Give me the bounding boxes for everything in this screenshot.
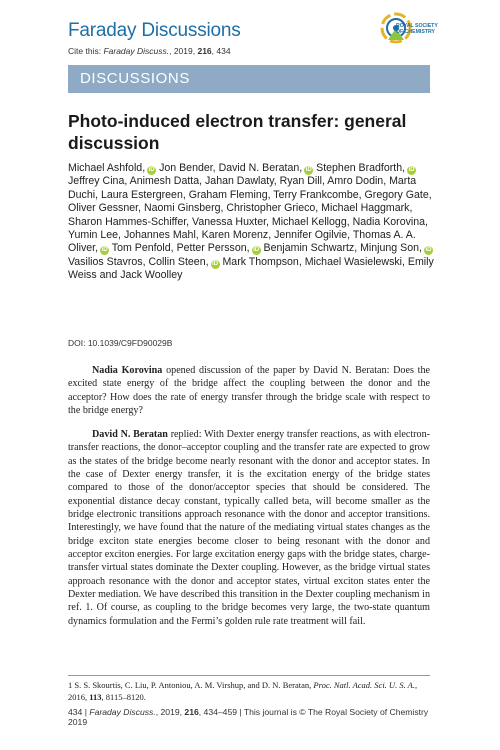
reference-divider bbox=[68, 675, 430, 676]
authors-part: Tom Penfold, Petter Persson, bbox=[111, 242, 250, 255]
journal-name: Faraday Discussions bbox=[68, 20, 241, 41]
footer-separator: | bbox=[237, 707, 244, 717]
footer-volume: 216 bbox=[184, 707, 199, 717]
orcid-icon[interactable]: iD bbox=[253, 247, 260, 254]
cite-label: Cite this: bbox=[68, 46, 104, 56]
discussion-paragraph bbox=[68, 364, 430, 417]
citation-line bbox=[68, 46, 231, 56]
paragraph-text: opened discussion of the paper by David N. Beratan: Does the excited state energy of the bridge affect the coupling between the donor and the acceptor? How does the rate of energy transfer through the bridge scale with respect to the bridge energy? bbox=[68, 365, 430, 417]
footer-year: , 2019, bbox=[155, 707, 185, 717]
orcid-icon[interactable]: iD bbox=[212, 260, 219, 267]
paragraph-text: replied: With Dexter energy transfer reactions, as with electron-transfer reactions, the donor–acceptor coupling and the transfer rate are expected to grow as the states of the bridge become nearly resonant with the donor and acceptor states. In the case of Dexter energy transfer, it is the excitation energy of the bridge states compared to those of the donor/acceptor species that should be considered. The exponential distance decay constant, typically called beta, will become smaller as the bridge electronic transitions approach resonance with the donor and acceptor transitions. Interestingly, we have found that the nature of the mediating virtual states changes as the bridge exciton state energies become closer to being resonant with the donor and acceptor exciton energies. For large excitation energy gaps with the bridge states, charge-transfer virtual states dominate the Dexter coupling. However, as the bridge virtual states approach resonance with the donor and acceptor states, virtual exciton states enter the Dexter mediation. We have described this transition in the Dexter coupling mechanism in ref. 1. Of course, as coupling to the bridge becomes very large, the two-state quantum dynamics formulation and the Fermi’s golden rule rate treatment will fail. bbox=[68, 429, 430, 627]
reference-pages: , 8115–8120. bbox=[101, 691, 146, 702]
orcid-icon[interactable]: iD bbox=[408, 167, 415, 173]
speaker-name: David N. Beratan bbox=[92, 429, 168, 440]
footer-pages: , 434–459 bbox=[198, 707, 237, 717]
orcid-icon[interactable]: iD bbox=[101, 247, 108, 254]
article-title: Photo-induced electron transfer: general discussion bbox=[68, 111, 407, 153]
section-banner bbox=[68, 65, 430, 93]
cite-year: , 2019, bbox=[169, 46, 198, 56]
footer-journal: Faraday Discuss. bbox=[89, 707, 156, 717]
authors-part: Stephen Bradforth, bbox=[316, 162, 406, 174]
doi-link[interactable]: DOI: 10.1039/C9FD90029B bbox=[68, 338, 173, 348]
discussion-paragraph bbox=[68, 428, 430, 628]
logo-text-line1: ROYAL SOCIETY bbox=[396, 23, 438, 29]
author-list bbox=[68, 162, 440, 283]
cite-journal: Faraday Discuss. bbox=[103, 46, 170, 56]
page-number: 434 bbox=[68, 707, 83, 717]
logo-text-line2: OF CHEMISTRY bbox=[396, 29, 436, 35]
orcid-icon[interactable]: iD bbox=[148, 167, 155, 173]
reference-item bbox=[68, 680, 430, 703]
orcid-icon[interactable]: iD bbox=[425, 247, 432, 254]
reference-journal[interactable]: Proc. Natl. Acad. Sci. U. S. A. bbox=[313, 680, 415, 690]
authors-part: Mark Thompson, Michael Wasielewski, Emily Weiss and Jack Woolley bbox=[68, 255, 434, 282]
authors-part: Jon Bender, David N. Beratan, bbox=[156, 162, 303, 174]
rsc-logo-text bbox=[396, 23, 438, 35]
reference-volume: 113 bbox=[89, 691, 102, 702]
speaker-name: Nadia Korovina bbox=[92, 365, 163, 376]
reference-number: 1 bbox=[68, 680, 73, 690]
reference-year: , 2016, bbox=[68, 680, 418, 702]
authors-part: Michael Ashfold, bbox=[68, 162, 146, 174]
reference-authors: S. S. Skourtis, C. Liu, P. Antoniou, A. M. Virshup, and D. N. Beratan, bbox=[72, 680, 314, 690]
authors-part: Jeffrey Cina, Animesh Datta, Jahan Dawlaty, Ryan Dill, Amro Dodin, Marta Duchi, Laura Estergreen, Graham Fleming, Terry Frankcombe, Gregory Gate, Oliver Gessner, Naomi Ginsberg, Christopher Grieco, Michael Haggmark, Sharon Hammes-Schiffer, Vanessa Huxter, Michael Kellogg, Nadia Korovina, Yumin Lee, Johannes Mahl, Karen Morenz, Jennifer Ogilvie, Thomas A. A. Oliver, bbox=[68, 175, 432, 255]
cite-volume: 216 bbox=[197, 46, 212, 56]
authors-part: Vasilios Stavros, Collin Steen, bbox=[68, 255, 209, 268]
authors-part: Benjamin Schwartz, Minjung Son, bbox=[260, 242, 422, 255]
cite-pages: , 434 bbox=[211, 46, 231, 56]
page-footer bbox=[68, 707, 440, 727]
orcid-icon[interactable]: iD bbox=[305, 167, 312, 173]
footer-copyright: This journal is © The Royal Society of Chemistry 2019 bbox=[68, 707, 429, 727]
section-banner-label: DISCUSSIONS bbox=[80, 70, 190, 87]
footer-separator: | bbox=[82, 707, 90, 717]
